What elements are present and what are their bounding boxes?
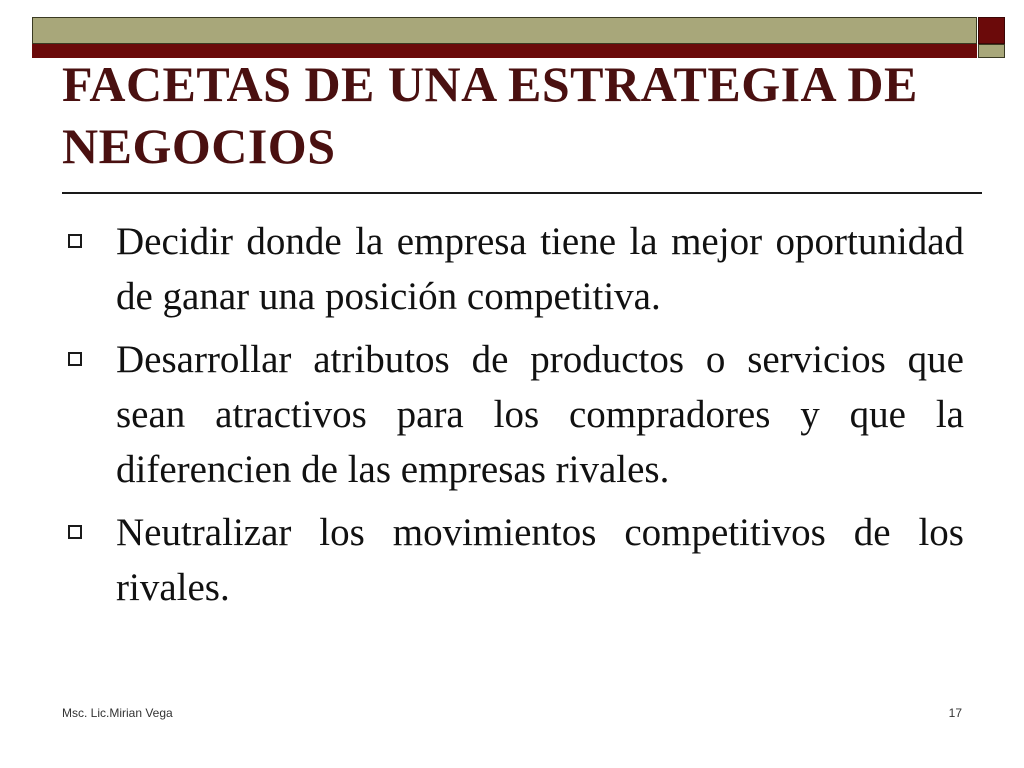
bullet-item bbox=[62, 505, 964, 615]
title-divider bbox=[62, 192, 982, 194]
slide-title: FACETAS DE UNA ESTRATEGIA DE NEGOCIOS bbox=[62, 56, 918, 174]
square-bullet-icon bbox=[68, 525, 82, 539]
bullet-text: Decidir donde la empresa tiene la mejor oportunidad de ganar una posición competitiva. bbox=[116, 220, 964, 318]
bullet-list bbox=[62, 214, 964, 623]
square-bullet-icon bbox=[68, 234, 82, 248]
bullet-text: Neutralizar los movimientos competitivos de los rivales. bbox=[116, 511, 964, 609]
square-bullet-icon bbox=[68, 352, 82, 366]
header-decor-olive-square bbox=[978, 44, 1005, 58]
header-decor-maroon-square bbox=[978, 17, 1005, 44]
page-number: 17 bbox=[948, 706, 962, 720]
bullet-item bbox=[62, 214, 964, 324]
bullet-text: Desarrollar atributos de productos o servicios que sean atractivos para los compradores y que la diferencien de las empresas rivales. bbox=[116, 338, 964, 491]
header-decor-olive-bar bbox=[32, 17, 977, 44]
footer-author: Msc. Lic.Mirian Vega bbox=[62, 706, 173, 720]
bullet-item bbox=[62, 332, 964, 497]
